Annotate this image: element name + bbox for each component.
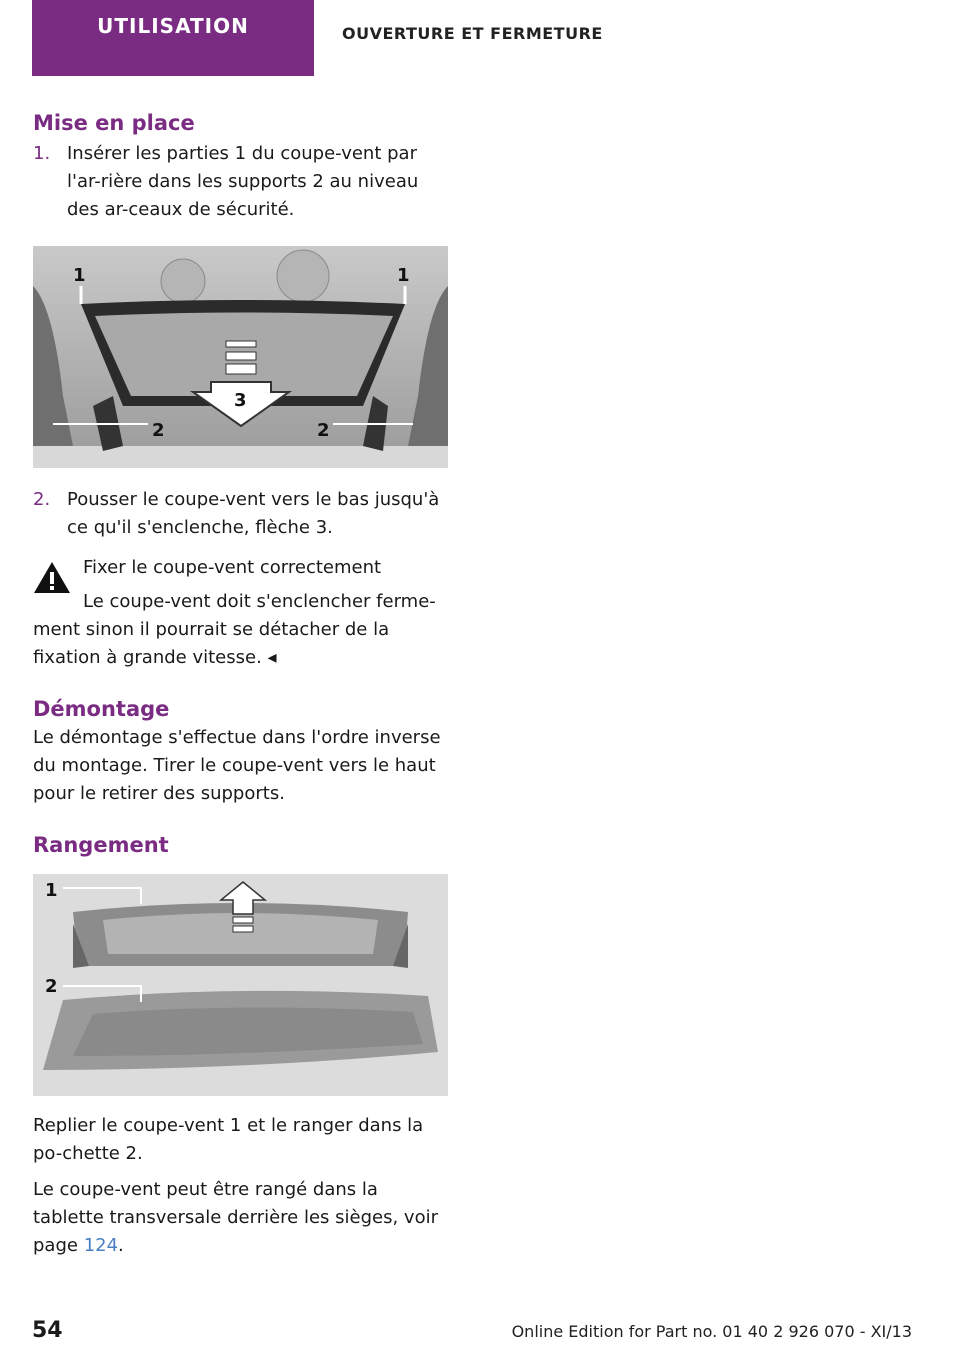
warning-triangle-icon — [33, 560, 71, 594]
demontage-text: Le démontage s'effectue dans l'ordre inverse du montage. Tirer le coupe-vent vers le haut pour le retirer des supports. — [33, 727, 441, 804]
main-content — [33, 108, 448, 1260]
step-number: 2. — [33, 489, 51, 510]
step-1 — [33, 140, 448, 224]
fig1-label-1-left: 1 — [73, 265, 86, 286]
windbreak-install-illustration — [33, 246, 448, 468]
edition-info: Online Edition for Part no. 01 40 2 926 070 - XI/13 — [511, 1322, 912, 1341]
step-text: Insérer les parties 1 du coupe-vent par l'ar-rière dans les supports 2 au niveau des ar-ceaux de sécurité. — [67, 143, 419, 220]
warning-block — [33, 554, 448, 672]
step-2 — [33, 486, 448, 542]
fig1-label-2-right: 2 — [317, 420, 330, 441]
header-tab-utilisation — [32, 0, 314, 76]
header-section-title: OUVERTURE ET FERMETURE — [342, 24, 603, 43]
rangement-text-2 — [33, 1176, 448, 1260]
rangement-text-1: Replier le coupe-vent 1 et le ranger dans la po-chette 2. — [33, 1115, 424, 1164]
warning-title: Fixer le coupe-vent correctement — [83, 557, 382, 578]
figure-windbreak-install — [33, 246, 448, 468]
rangement-text-2-after: . — [118, 1235, 124, 1256]
step-text: Pousser le coupe-vent vers le bas jusqu'à ce qu'il s'enclenche, flèche 3. — [67, 489, 440, 538]
page-link-124[interactable]: 124 — [83, 1235, 119, 1256]
fig1-label-2-left: 2 — [152, 420, 165, 441]
section-title-rangement: Rangement — [33, 833, 169, 857]
fig1-label-3: 3 — [234, 390, 247, 411]
section-title-mise-en-place: Mise en place — [33, 111, 195, 135]
fig2-label-1: 1 — [45, 880, 58, 901]
warning-text: Le coupe-vent doit s'enclencher ferme-ment sinon il pourrait se détacher de la fixation à grande vitesse. ◂ — [33, 591, 436, 668]
section-title-demontage: Démontage — [33, 697, 170, 721]
fig1-label-1-right: 1 — [397, 265, 410, 286]
page-number: 54 — [32, 1318, 63, 1343]
fig2-label-2: 2 — [45, 976, 58, 997]
header-tab-label: UTILISATION — [54, 0, 292, 52]
windbreak-storage-illustration — [33, 874, 448, 1096]
figure-windbreak-storage — [33, 874, 448, 1096]
rangement-text-2-before: Le coupe-vent peut être rangé dans la tablette transversale derrière les sièges, voir page — [33, 1179, 438, 1256]
step-number: 1. — [33, 143, 51, 164]
